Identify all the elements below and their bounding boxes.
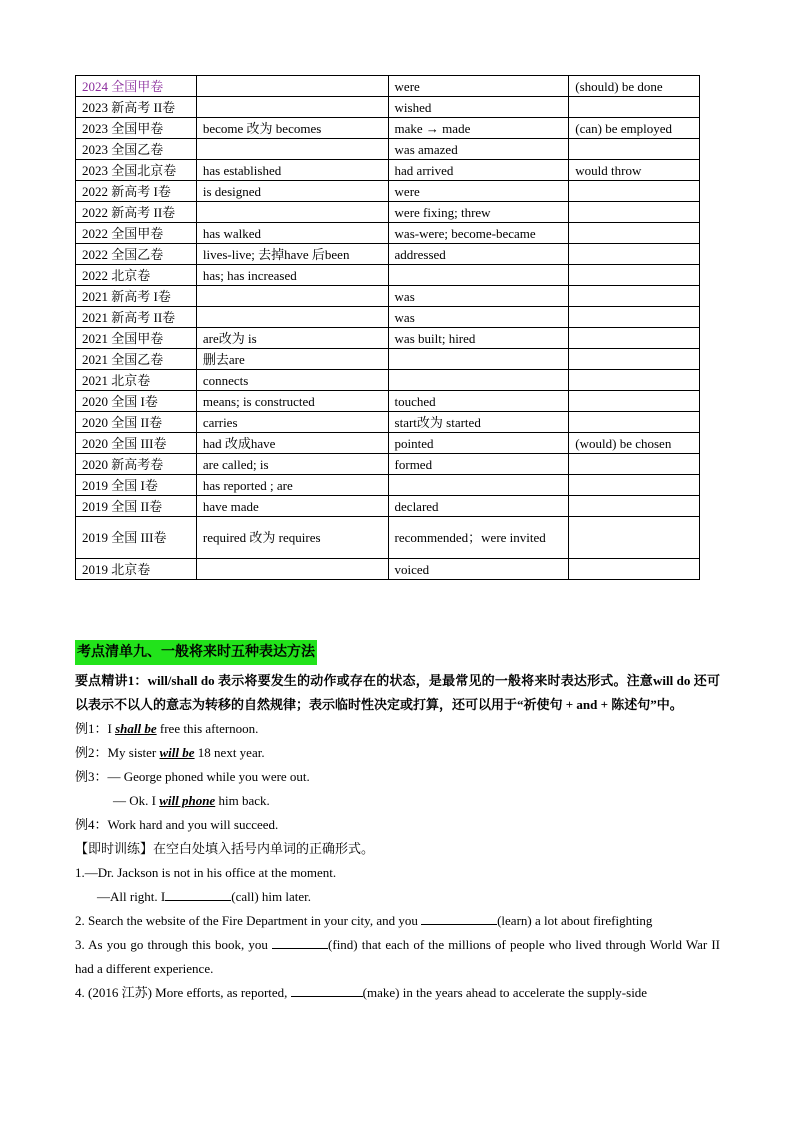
table-cell: were [388, 181, 569, 202]
table-cell: 2020 全国 I卷 [76, 391, 197, 412]
example-1-suffix: free this afternoon. [156, 721, 259, 736]
table-row [76, 97, 700, 118]
table-cell [196, 202, 388, 223]
table-cell: 2022 全国甲卷 [76, 223, 197, 244]
table-cell [569, 202, 700, 223]
table-row [76, 496, 700, 517]
table-cell: 2021 全国甲卷 [76, 328, 197, 349]
table-cell [196, 559, 388, 580]
table-cell [569, 412, 700, 433]
table-cell: voiced [388, 559, 569, 580]
question-3 [75, 933, 720, 981]
key-point-text: 要点精讲1：will/shall do 表示将要发生的动作或存在的状态，是最常见的一般将来时表达形式。注意will do 还可以表示不以人的意志为转移的自然规律；表示临时性决定或打算，还可以用于“祈使句 + and + 陈述句”中。 [75, 673, 720, 712]
table-cell: 2023 全国北京卷 [76, 160, 197, 181]
table-cell: has reported ; are [196, 475, 388, 496]
table-cell [196, 76, 388, 97]
table-row [76, 202, 700, 223]
table-cell: was-were; become-became [388, 223, 569, 244]
example-3-emphasis: will phone [159, 793, 216, 808]
table-row [76, 559, 700, 580]
example-1-emphasis: shall be [115, 721, 157, 736]
table-cell: 2023 新高考 II卷 [76, 97, 197, 118]
table-row [76, 286, 700, 307]
table-cell: recommended；were invited [388, 517, 569, 559]
example-4: 例4：Work hard and you will succeed. [75, 817, 279, 832]
question-3-suffix: (find) that each of the millions of people who lived through World War II had a different experience. [75, 937, 720, 976]
table-cell [569, 181, 700, 202]
table-cell [569, 349, 700, 370]
question-4-blank[interactable] [291, 984, 363, 997]
question-2-prefix: 2. Search the website of the Fire Department in your city, and you [75, 913, 422, 928]
table-cell: (would) be chosen [569, 433, 700, 454]
table-cell: addressed [388, 244, 569, 265]
table-cell [569, 223, 700, 244]
table-cell: had arrived [388, 160, 569, 181]
table-cell [569, 139, 700, 160]
table-cell: was [388, 286, 569, 307]
table-cell: were fixing; threw [388, 202, 569, 223]
table-cell: 2022 全国乙卷 [76, 244, 197, 265]
table-cell [569, 265, 700, 286]
table-row [76, 160, 700, 181]
question-3-blank[interactable] [272, 936, 328, 949]
table-cell: 2021 新高考 II卷 [76, 307, 197, 328]
table-cell: 2019 全国 III卷 [76, 517, 197, 559]
question-1-line-1: 1.—Dr. Jackson is not in his office at the moment. [75, 865, 337, 880]
example-2-suffix: 18 next year. [194, 745, 265, 760]
example-2-emphasis: will be [159, 745, 195, 760]
question-3-prefix: 3. As you go through this book, you [75, 937, 273, 952]
table-cell [569, 97, 700, 118]
table-cell: is designed [196, 181, 388, 202]
example-3-reply-suffix: him back. [215, 793, 270, 808]
table-cell: was [388, 307, 569, 328]
table-cell: carries [196, 412, 388, 433]
question-2 [75, 909, 720, 933]
table-row [76, 475, 700, 496]
table-cell: 2021 新高考 I卷 [76, 286, 197, 307]
question-4-suffix: (make) in the years ahead to accelerate the supply-side [362, 985, 648, 1000]
table-cell [569, 475, 700, 496]
table-cell: 删去are [196, 349, 388, 370]
table-row [76, 433, 700, 454]
table-cell: 2019 全国 II卷 [76, 496, 197, 517]
table-row [76, 139, 700, 160]
table-cell: (should) be done [569, 76, 700, 97]
table-cell: required 改为 requires [196, 517, 388, 559]
table-row [76, 517, 700, 559]
table-cell: had 改成have [196, 433, 388, 454]
answer-table-wrapper [75, 75, 700, 580]
table-cell: 2022 新高考 II卷 [76, 202, 197, 223]
table-cell [569, 496, 700, 517]
table-row [76, 223, 700, 244]
table-cell: would throw [569, 160, 700, 181]
example-1 [75, 717, 720, 741]
example-1-prefix: 例1：I [75, 721, 116, 736]
table-cell: become 改为 becomes [196, 118, 388, 139]
table-cell: touched [388, 391, 569, 412]
table-cell [388, 475, 569, 496]
table-cell [569, 517, 700, 559]
table-cell: pointed [388, 433, 569, 454]
question-1-prefix: —All right. I [97, 889, 166, 904]
table-cell: 2022 北京卷 [76, 265, 197, 286]
table-cell: 2023 全国甲卷 [76, 118, 197, 139]
table-cell: 2021 北京卷 [76, 370, 197, 391]
table-cell: 2020 全国 III卷 [76, 433, 197, 454]
table-row [76, 370, 700, 391]
table-cell: connects [196, 370, 388, 391]
table-row [76, 328, 700, 349]
table-cell: 2019 北京卷 [76, 559, 197, 580]
example-3-reply-prefix: — Ok. I [113, 793, 160, 808]
table-cell [569, 307, 700, 328]
table-cell: lives-live; 去掉have 后been [196, 244, 388, 265]
table-cell: have made [196, 496, 388, 517]
table-row [76, 307, 700, 328]
table-cell [196, 139, 388, 160]
question-2-suffix: (learn) a lot about firefighting [497, 913, 653, 928]
table-cell: are called; is [196, 454, 388, 475]
question-1-suffix: (call) him later. [231, 889, 312, 904]
table-row [76, 118, 700, 139]
table-cell: was amazed [388, 139, 569, 160]
section-heading: 考点清单九、一般将来时五种表达方法 [75, 640, 317, 665]
table-cell: make → made [388, 118, 569, 139]
table-cell [569, 454, 700, 475]
table-cell: (can) be employed [569, 118, 700, 139]
question-2-blank[interactable] [421, 912, 497, 925]
question-4 [75, 981, 720, 1005]
table-row [76, 181, 700, 202]
question-4-prefix: 4. (2016 江苏) More efforts, as reported, [75, 985, 291, 1000]
table-cell: 2019 全国 I卷 [76, 475, 197, 496]
table-cell: wished [388, 97, 569, 118]
section-nine [75, 640, 720, 1005]
table-cell [196, 97, 388, 118]
table-row [76, 391, 700, 412]
table-cell [569, 244, 700, 265]
example-2 [75, 741, 720, 765]
table-row [76, 244, 700, 265]
table-cell [569, 286, 700, 307]
training-title: 【即时训练】在空白处填入括号内单词的正确形式。 [75, 841, 375, 856]
question-1-line-2 [75, 885, 720, 909]
table-cell: start改为 started [388, 412, 569, 433]
table-cell: 2023 全国乙卷 [76, 139, 197, 160]
table-cell [569, 559, 700, 580]
table-cell: formed [388, 454, 569, 475]
table-cell: 2024 全国甲卷 [76, 76, 197, 97]
table-cell [196, 286, 388, 307]
table-cell: 2020 全国 II卷 [76, 412, 197, 433]
table-cell [569, 370, 700, 391]
table-cell [388, 349, 569, 370]
table-cell [569, 328, 700, 349]
example-3 [75, 765, 720, 789]
table-cell: was built; hired [388, 328, 569, 349]
example-3-reply [75, 789, 720, 813]
table-cell [569, 391, 700, 412]
table-cell: has walked [196, 223, 388, 244]
table-row [76, 454, 700, 475]
table-cell: means; is constructed [196, 391, 388, 412]
table-cell: are改为 is [196, 328, 388, 349]
table-cell [388, 370, 569, 391]
table-cell: has established [196, 160, 388, 181]
table-row [76, 349, 700, 370]
table-row [76, 76, 700, 97]
table-cell: were [388, 76, 569, 97]
table-cell: 2020 新高考卷 [76, 454, 197, 475]
table-row [76, 412, 700, 433]
table-cell: 2021 全国乙卷 [76, 349, 197, 370]
table-cell: 2022 新高考 I卷 [76, 181, 197, 202]
table-cell: declared [388, 496, 569, 517]
question-1-blank[interactable] [165, 888, 231, 901]
table-row [76, 265, 700, 286]
table-cell [388, 265, 569, 286]
table-cell: has; has increased [196, 265, 388, 286]
answer-table [75, 75, 700, 580]
example-3-line-1: 例3：— George phoned while you were out. [75, 769, 310, 784]
example-2-prefix: 例2：My sister [75, 745, 160, 760]
table-cell [196, 307, 388, 328]
